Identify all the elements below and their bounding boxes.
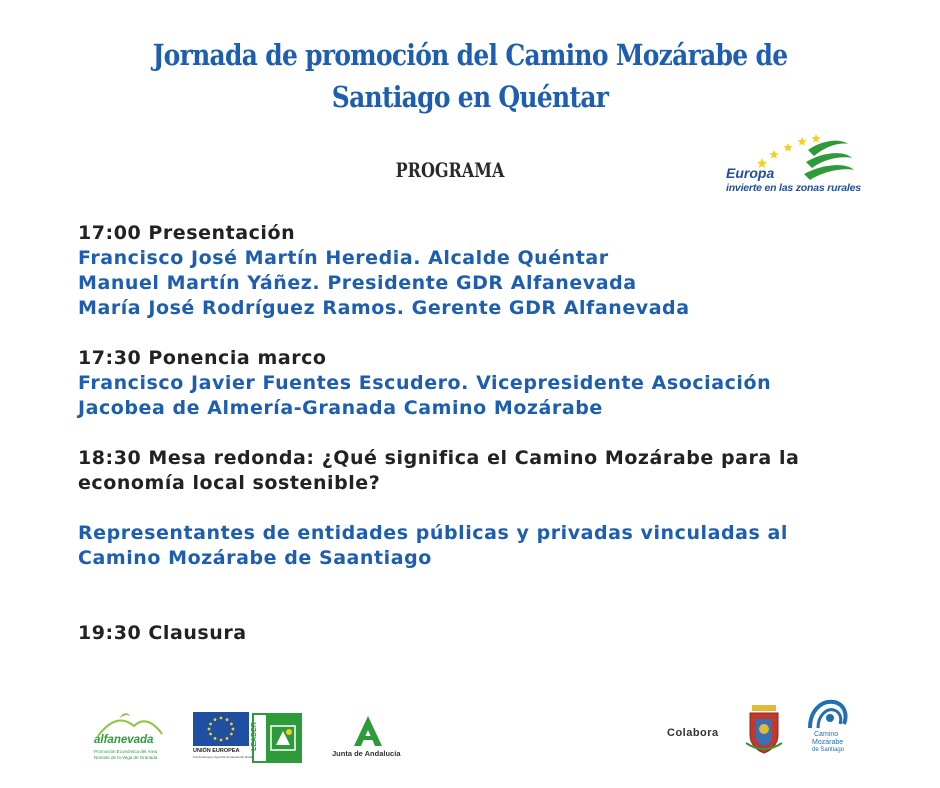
eu-sub: Fondo Europeo Agrícola de Desarrollo Rural xyxy=(193,755,253,759)
program-detail: Francisco José Martín Heredia. Alcalde Quéntar xyxy=(78,247,609,269)
eu-flag-icon xyxy=(193,712,249,746)
program-item-4 xyxy=(78,621,878,646)
program-detail: Francisco Javier Fuentes Escudero. Vicepresidente Asociación xyxy=(78,372,772,394)
program-time: 17:30 Ponencia marco xyxy=(78,347,327,369)
program-list xyxy=(78,221,878,646)
program-time: 19:30 Clausura xyxy=(78,622,247,644)
camino-line-2: Mozárabe xyxy=(812,739,844,746)
program-item-1 xyxy=(78,221,878,321)
alfanevada-sub-2: Noreste de la Vega de Granada xyxy=(94,755,158,760)
program-time: 18:30 Mesa redonda: ¿Qué significa el Camino Mozárabe para la xyxy=(78,447,800,469)
program-item-2 xyxy=(78,346,878,421)
junta-andalucia-logo xyxy=(332,712,412,762)
camino-line-1: Camino xyxy=(814,731,839,738)
program-time: 17:00 Presentación xyxy=(78,222,296,244)
alfanevada-sub-1: Promoción Económica del Área xyxy=(94,749,158,754)
program-detail: Camino Mozárabe de Saantiago xyxy=(78,547,432,569)
colabora-label: Colabora xyxy=(667,727,719,739)
camino-mozarabe-logo xyxy=(800,698,854,758)
europa-word: Europa xyxy=(726,165,775,181)
program-item-3 xyxy=(78,446,878,571)
shell-icon xyxy=(804,698,850,732)
title-line-2: Santiago en Quéntar xyxy=(331,80,609,114)
leader-symbol-icon xyxy=(268,723,298,753)
camino-line-3: de Santiago xyxy=(812,747,845,753)
program-time: economía local sostenible? xyxy=(78,472,381,494)
coat-of-arms-icon xyxy=(744,703,784,755)
leader-label: LEADER xyxy=(250,722,258,751)
program-detail: María José Rodríguez Ramos. Gerente GDR Alfanevada xyxy=(78,297,690,319)
eu-logo xyxy=(193,712,251,762)
alfanevada-name: alfanevada xyxy=(94,734,154,746)
andalucia-flag-icon xyxy=(804,141,854,180)
quentar-shield-logo xyxy=(744,703,784,755)
eu-label: UNIÓN EUROPEA xyxy=(193,748,240,754)
junta-label: Junta de Andalucía xyxy=(332,749,401,758)
page-title xyxy=(66,34,874,118)
title-line-1: Jornada de promoción del Camino Mozárabe de xyxy=(152,38,788,72)
junta-a-icon xyxy=(350,714,386,748)
program-detail: Representantes de entidades públicas y privadas vinculadas al xyxy=(78,522,788,544)
programa-heading: PROGRAMA xyxy=(395,158,505,182)
leader-logo xyxy=(252,713,302,763)
program-detail: Jacobea de Almería-Granada Camino Mozárabe xyxy=(78,397,603,419)
alfanevada-logo xyxy=(90,710,170,765)
program-detail: Manuel Martín Yáñez. Presidente GDR Alfanevada xyxy=(78,272,637,294)
europa-tagline: invierte en las zonas rurales xyxy=(726,182,861,194)
